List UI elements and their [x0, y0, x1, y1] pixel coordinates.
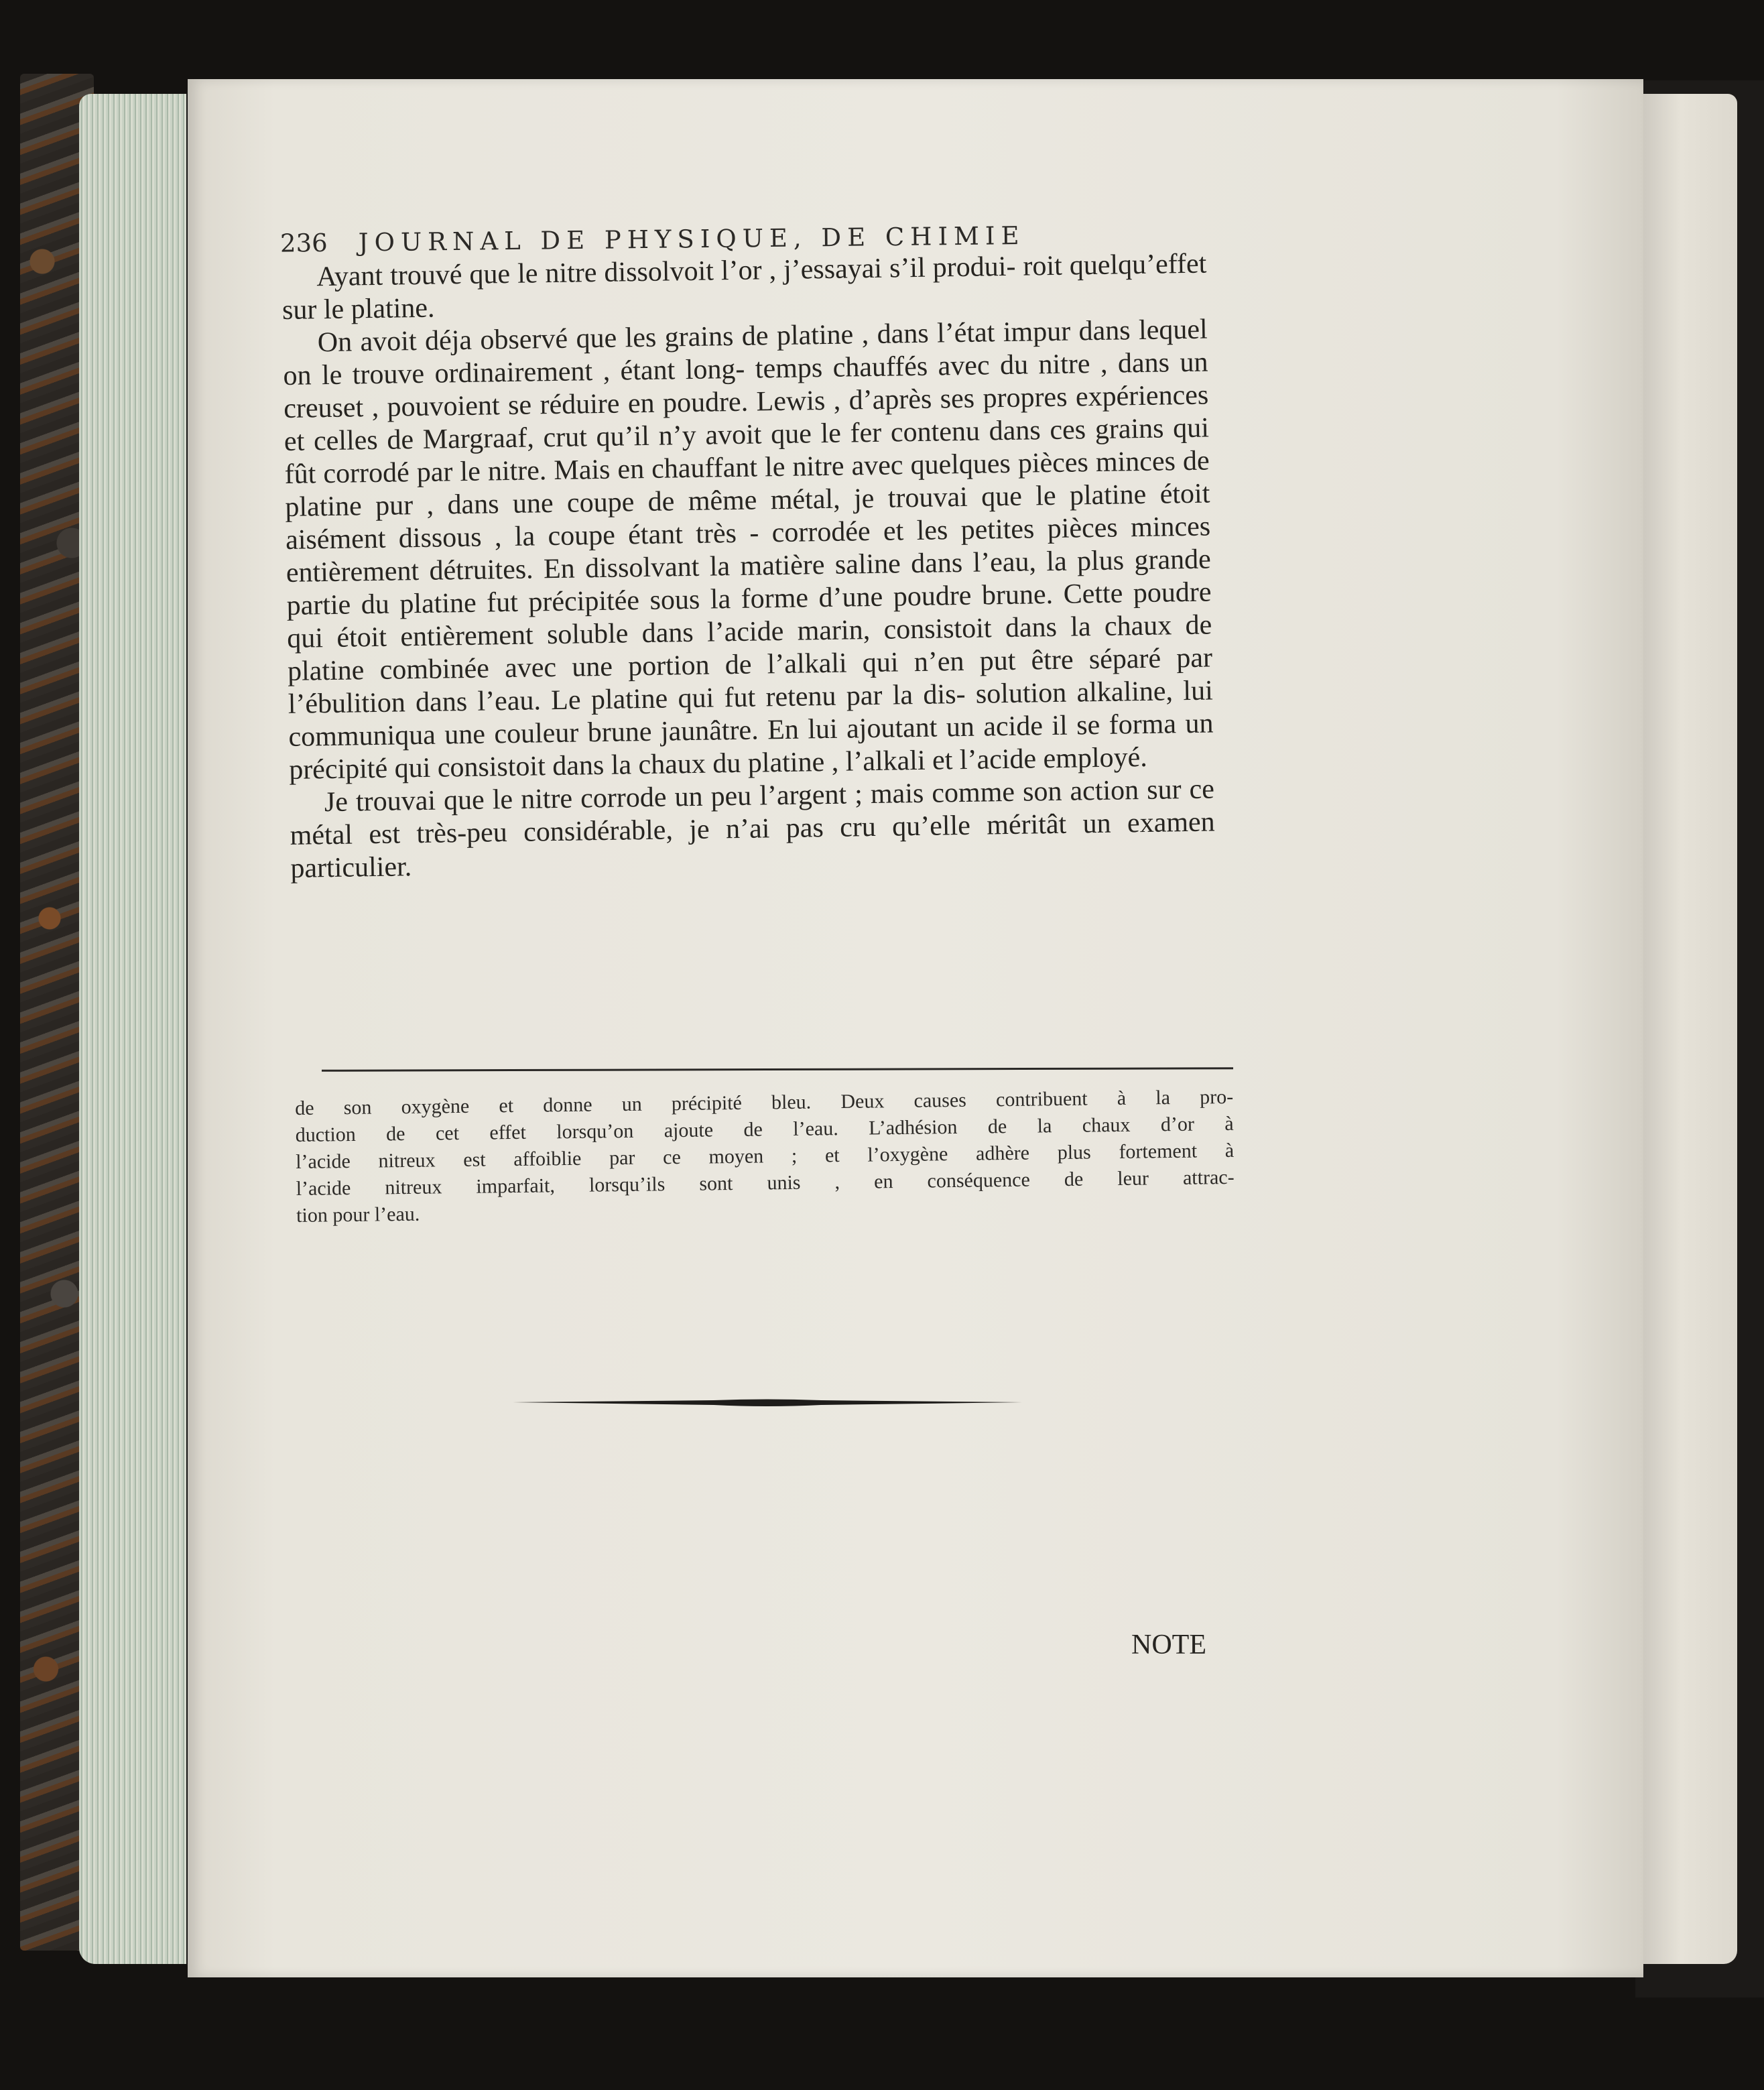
- text-line: Je trouvai que le nitre corrode un peu l’argent ; mais comme: [324, 776, 1015, 818]
- footnote-line: l’acide nitreux est affoiblie par ce moyen ; et l’oxygène adhère plus fortement à: [296, 1139, 1235, 1173]
- text-line: roit quelqu’effet sur le platine.: [281, 248, 1207, 326]
- footnote-line: duction de cet effet lorsqu’on ajoute de l’eau. L’adhésion de la chaux d’or à: [295, 1112, 1234, 1146]
- footnote-line: l’acide nitreux imparfait, lorsqu’ils sont unis , en conséquence de leur attrac-: [296, 1166, 1235, 1200]
- text-line: Ayant trouvé que le nitre dissolvoit l’or , j’essayai s’il produi-: [316, 251, 1016, 293]
- text-line: la forme d’une poudre brune. Cette poudre qui étoit entièrement: [287, 576, 1212, 654]
- end-ornament-rule: [513, 1398, 1022, 1408]
- text-line: dans la chaux du platine , l’alkali et l’acide employé.: [552, 741, 1148, 782]
- text-line: dissous , la coupe étant très - corrodée et les petites pièces: [398, 512, 1119, 554]
- page-number: 236: [279, 228, 328, 258]
- text-line: son action sur ce métal est très-peu considérable, je n’ai pas: [290, 774, 1215, 851]
- text-line: solution alkaline, lui communiqua une couleur brune jaunâtre.: [288, 675, 1214, 753]
- text-line: soluble dans l’acide marin, consistoit dans la chaux de platine: [287, 609, 1212, 687]
- text-line: nitre avec quelques pièces minces de platine pur , dans une: [285, 445, 1210, 523]
- text-line: dans l’eau, la plus grande partie du platine fut précipitée sous: [286, 544, 1212, 621]
- text-line: impur dans lequel on le trouve ordinairement , étant long-: [283, 314, 1208, 391]
- catchword: NOTE: [1131, 1630, 1206, 1660]
- text-line: par l’ébulition dans l’eau. Le platine qui fut retenu par la dis-: [288, 642, 1213, 720]
- page-block-edges: [79, 94, 186, 1964]
- text-line: ces grains qui fût corrodé par le nitre. Mais en chauffant le: [284, 412, 1210, 490]
- main-text: [281, 248, 1216, 885]
- footnote: [295, 1084, 1235, 1229]
- paragraph-3: [290, 773, 1216, 885]
- text-line: combinée avec une portion de l’alkali qui n’en put être séparé: [379, 643, 1161, 686]
- text-line: minces entièrement détruites. En dissolvant la matière saline: [286, 511, 1211, 589]
- text-line: temps chauffés avec du nitre , dans un creuset , pouvoient se: [283, 347, 1208, 424]
- footnote-line: de son oxygène et donne un précipité bleu. Deux causes contribuent à la pro-: [295, 1085, 1234, 1119]
- text-line: réduire en poudre. Lewis , d’après ses propres expériences et: [284, 379, 1209, 457]
- facing-page-edge: [1643, 94, 1737, 1964]
- text-line: celles de Margraaf, crut qu’il n’y avoit que le fer contenu dans: [313, 415, 1041, 457]
- footnote-line: tion pour l’eau.: [296, 1203, 420, 1227]
- paragraph-2: [282, 314, 1214, 787]
- text-line: coupe de même métal, je trouvai que le platine étoit aisément: [285, 478, 1210, 556]
- running-title: JOURNAL DE PHYSIQUE, DE CHIMIE: [358, 221, 1025, 257]
- text-line: En lui ajoutant un acide il se forma un précipité qui consistoit: [288, 708, 1214, 786]
- text-line: cru qu’elle méritât un examen particulier.: [290, 806, 1215, 884]
- text-line: On avoit déja observé que les grains de platine , dans l’état: [317, 317, 995, 359]
